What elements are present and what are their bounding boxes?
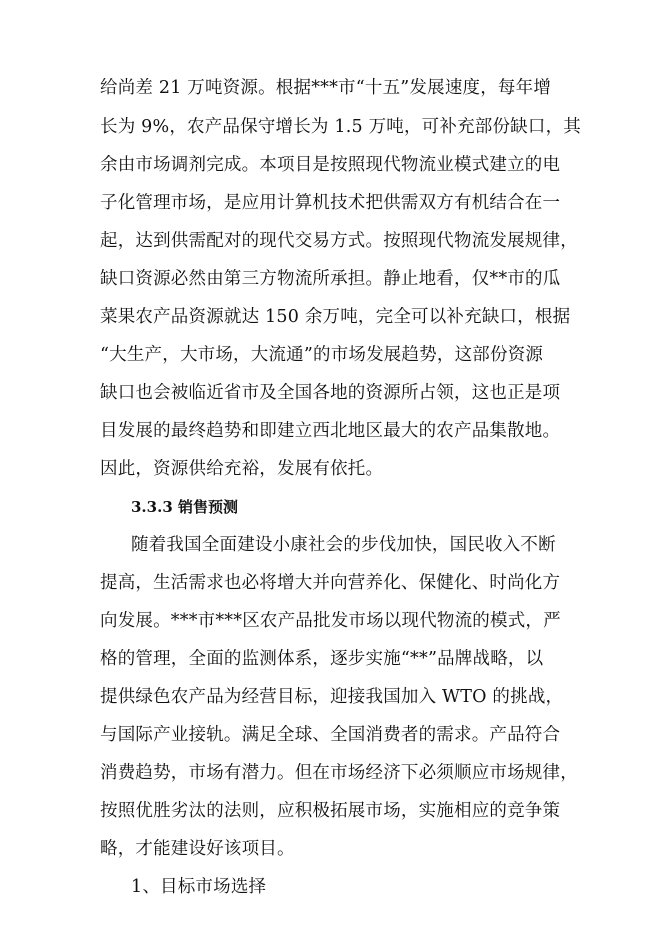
paragraph-line: 格的管理，全面的监测体系，逐步实施“**”品牌战略，以 bbox=[100, 649, 544, 669]
paragraph-line: 长为 9%，农产品保守增长为 1.5 万吨，可补充部份缺口，其 bbox=[100, 117, 581, 137]
paragraph-line: 向发展。***市***区农产品批发市场以现代物流的模式，严 bbox=[100, 611, 561, 631]
paragraph-line: 因此，资源供给充裕，发展有依托。 bbox=[100, 459, 384, 479]
paragraph-line: 消费趋势，市场有潜力。但在市场经济下必须顺应市场规律， bbox=[100, 763, 578, 783]
paragraph-line: 余由市场调剂完成。本项目是按照现代物流业模式建立的电 bbox=[100, 155, 561, 175]
section-heading: 3.3.3 销售预测 bbox=[131, 498, 238, 516]
paragraph-line: 目发展的最终趋势和即建立西北地区最大的农产品集散地。 bbox=[100, 421, 561, 441]
paragraph-line: “大生产，大市场，大流通”的市场发展趋势，这部份资源 bbox=[100, 345, 544, 365]
list-item: 1、目标市场选择 bbox=[131, 877, 267, 897]
paragraph-line: 子化管理市场，是应用计算机技术把供需双方有机结合在一 bbox=[100, 193, 561, 213]
paragraph-line: 给尚差 21 万吨资源。根据***市“十五”发展速度，每年增 bbox=[100, 78, 552, 98]
paragraph-line: 缺口也会被临近省市及全国各地的资源所占领，这也正是项 bbox=[100, 383, 561, 403]
paragraph-line: 菜果农产品资源就达 150 余万吨，完全可以补充缺口，根据 bbox=[100, 307, 571, 327]
paragraph-line: 缺口资源必然由第三方物流所承担。静止地看，仅**市的瓜 bbox=[100, 269, 561, 289]
paragraph-line: 按照优胜劣汰的法则，应积极拓展市场，实施相应的竞争策 bbox=[100, 801, 561, 821]
paragraph-line: 提高，生活需求也必将增大并向营养化、保健化、时尚化方 bbox=[100, 573, 561, 593]
paragraph-line: 略，才能建设好该项目。 bbox=[100, 839, 295, 859]
paragraph-line: 提供绿色农产品为经营目标，迎接我国加入 WTO 的挑战， bbox=[100, 687, 564, 707]
paragraph-line: 起，达到供需配对的现代交易方式。按照现代物流发展规律， bbox=[100, 231, 578, 251]
paragraph-line: 随着我国全面建设小康社会的步伐加快，国民收入不断 bbox=[131, 535, 556, 555]
paragraph-line: 与国际产业接轨。满足全球、全国消费者的需求。产品符合 bbox=[100, 725, 561, 745]
